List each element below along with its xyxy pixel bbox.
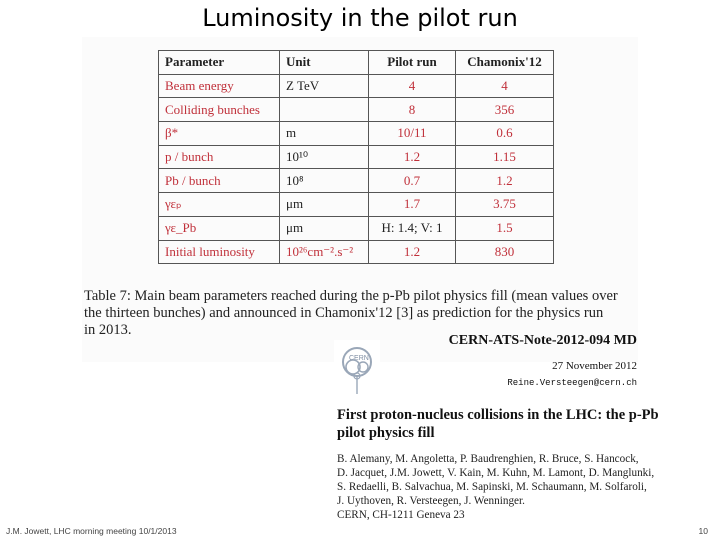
cell-unit (280, 98, 369, 122)
cell-parameter: Beam energy (159, 74, 280, 98)
cell-pilot: H: 1.4; V: 1 (369, 216, 456, 240)
author-line: J. Uythoven, R. Versteegen, J. Wenninger. (337, 495, 525, 507)
cell-unit: 10¹⁰ (280, 145, 369, 169)
cell-pilot: 1.2 (369, 240, 456, 264)
paper-title-line: First proton-nucleus collisions in the LHC: the p-Pb (337, 407, 659, 423)
cell-unit: 10⁸ (280, 169, 369, 193)
table-row (159, 74, 554, 98)
beam-parameters-table (158, 50, 554, 264)
author-line: D. Jacquet, J.M. Jowett, V. Kain, M. Kuhn, M. Lamont, D. Manglunki, (337, 467, 655, 479)
caption-line: Table 7: Main beam parameters reached during the p-Pb pilot physics fill (mean values over (84, 288, 618, 304)
cern-logo-text: CERN (349, 355, 369, 362)
cell-pilot: 4 (369, 74, 456, 98)
cell-chamonix: 830 (456, 240, 554, 264)
table-row (159, 122, 554, 146)
header-pilot-run: Pilot run (369, 51, 456, 75)
table-header-row (159, 51, 554, 75)
cell-chamonix: 1.15 (456, 145, 554, 169)
note-email: Reine.Versteegen@cern.ch (507, 378, 637, 388)
table-row (159, 169, 554, 193)
cell-pilot: 0.7 (369, 169, 456, 193)
cell-pilot: 8 (369, 98, 456, 122)
caption-line: the thirteen bunches) and announced in Chamonix'12 [3] as prediction for the physics run (84, 305, 604, 321)
cell-parameter: p / bunch (159, 145, 280, 169)
slide-footer: J.M. Jowett, LHC morning meeting 10/1/2013 (6, 526, 177, 536)
cern-logo (334, 340, 380, 396)
cell-unit: μm (280, 193, 369, 217)
author-list (337, 452, 707, 522)
cell-chamonix: 1.2 (456, 169, 554, 193)
cell-unit: 10²⁶cm⁻².s⁻² (280, 240, 369, 264)
table-row (159, 98, 554, 122)
paper-title-line: pilot physics fill (337, 425, 435, 441)
cell-chamonix: 0.6 (456, 122, 554, 146)
header-chamonix: Chamonix'12 (456, 51, 554, 75)
cell-parameter: Initial luminosity (159, 240, 280, 264)
cell-unit: μm (280, 216, 369, 240)
header-unit: Unit (280, 51, 369, 75)
cell-chamonix: 356 (456, 98, 554, 122)
table-caption (84, 288, 644, 339)
cell-parameter: γε_Pb (159, 216, 280, 240)
table-row (159, 240, 554, 264)
cell-parameter: β* (159, 122, 280, 146)
note-date: 27 November 2012 (552, 360, 637, 372)
cell-pilot: 1.7 (369, 193, 456, 217)
cell-pilot: 1.2 (369, 145, 456, 169)
page-number: 10 (698, 526, 708, 536)
cell-chamonix: 4 (456, 74, 554, 98)
caption-line: in 2013. (84, 322, 132, 338)
header-parameter: Parameter (159, 51, 280, 75)
cell-pilot: 10/11 (369, 122, 456, 146)
cell-parameter: γεₚ (159, 193, 280, 217)
author-line: B. Alemany, M. Angoletta, P. Baudrenghien, R. Bruce, S. Hancock, (337, 453, 639, 465)
paper-title (337, 406, 697, 442)
table-row (159, 145, 554, 169)
cell-parameter: Pb / bunch (159, 169, 280, 193)
table-row (159, 193, 554, 217)
cell-unit: m (280, 122, 369, 146)
cell-chamonix: 3.75 (456, 193, 554, 217)
author-line: S. Redaelli, B. Salvachua, M. Sapinski, M. Schaumann, M. Solfaroli, (337, 481, 647, 493)
note-identifier: CERN-ATS-Note-2012-094 MD (448, 333, 637, 348)
slide-title: Luminosity in the pilot run (202, 4, 518, 32)
author-affiliation: CERN, CH-1211 Geneva 23 (337, 509, 465, 521)
cell-parameter: Colliding bunches (159, 98, 280, 122)
cell-chamonix: 1.5 (456, 216, 554, 240)
table-row (159, 216, 554, 240)
cell-unit: Z TeV (280, 74, 369, 98)
